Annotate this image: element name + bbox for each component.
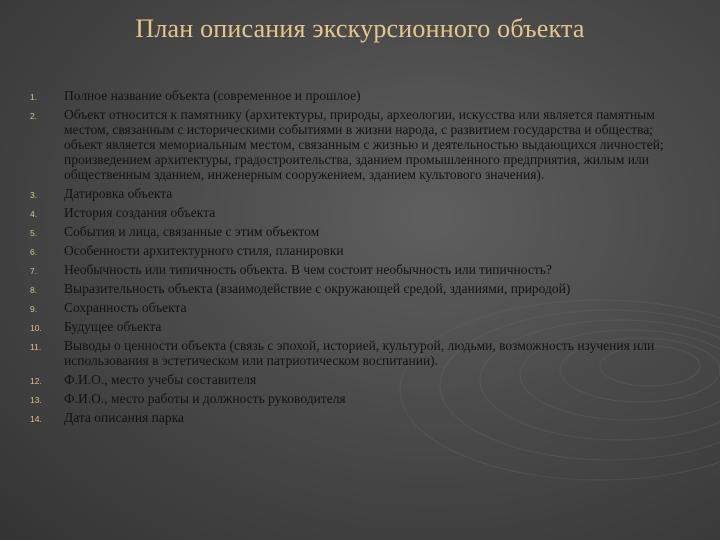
plan-list: [30, 88, 680, 425]
list-item: [30, 300, 680, 315]
list-item: [30, 205, 680, 220]
item-number: 10.: [30, 323, 42, 333]
item-number: 1.: [30, 92, 38, 102]
list-item: [30, 372, 680, 387]
list-item: [30, 410, 680, 425]
item-text: Сохранность объекта: [64, 300, 187, 315]
list-item: [30, 338, 680, 368]
item-number: 11.: [30, 342, 42, 352]
list-item: [30, 224, 680, 239]
item-number: 12.: [30, 376, 42, 386]
item-number: 9.: [30, 304, 38, 314]
item-text: События и лица, связанные с этим объектом: [64, 224, 320, 239]
item-number: 14.: [30, 414, 42, 424]
item-text: Полное название объекта (современное и прошлое): [64, 88, 361, 103]
item-number: 5.: [30, 228, 38, 238]
item-text: Ф.И.О., место учебы составителя: [64, 372, 257, 387]
item-number: 7.: [30, 266, 38, 276]
item-text: Ф.И.О., место работы и должность руководителя: [64, 391, 346, 406]
list-item: [30, 88, 680, 103]
item-number: 13.: [30, 395, 42, 405]
item-text: Выводы о ценности объекта (связь с эпохой, историей, культурой, людьми, возможность изучения или использования в эстетическом или патриотическом воспитании).: [64, 338, 655, 368]
item-text: Объект относится к памятнику (архитектуры, природы, археологии, искусства или является памятным местом, связанным с историческими событиями в жизни народа, с развитием государства и общества; объект является мемориальным местом, связанным с жизнью и деятельностью выдающихся личностей; произведением архитектуры, градостроительства, зданием промышленного предприятия, жилым или общественным зданием, инженерным сооружением, зданием культового значения).: [64, 107, 664, 182]
item-number: 4.: [30, 209, 38, 219]
item-text: История создания объекта: [64, 205, 216, 220]
item-text: Датировка объекта: [64, 186, 173, 201]
list-item: [30, 243, 680, 258]
item-number: 8.: [30, 285, 38, 295]
item-text: Необычность или типичность объекта. В чем состоит необычность или типичность?: [64, 262, 552, 277]
item-text: Будущее объекта: [64, 319, 162, 334]
item-text: Особенности архитектурного стиля, планировки: [64, 243, 344, 258]
list-item: [30, 262, 680, 277]
item-number: 6.: [30, 247, 38, 257]
list-item: [30, 391, 680, 406]
slide-title: План описания экскурсионного объекта: [135, 14, 585, 43]
item-text: Выразительность объекта (взаимодействие с окружающей средой, зданиями, природой): [64, 281, 571, 296]
list-item: [30, 107, 680, 182]
item-number: 2.: [30, 111, 38, 121]
item-number: 3.: [30, 190, 38, 200]
list-item: [30, 319, 680, 334]
item-text: Дата описания парка: [64, 410, 184, 425]
list-item: [30, 281, 680, 296]
list-item: [30, 186, 680, 201]
